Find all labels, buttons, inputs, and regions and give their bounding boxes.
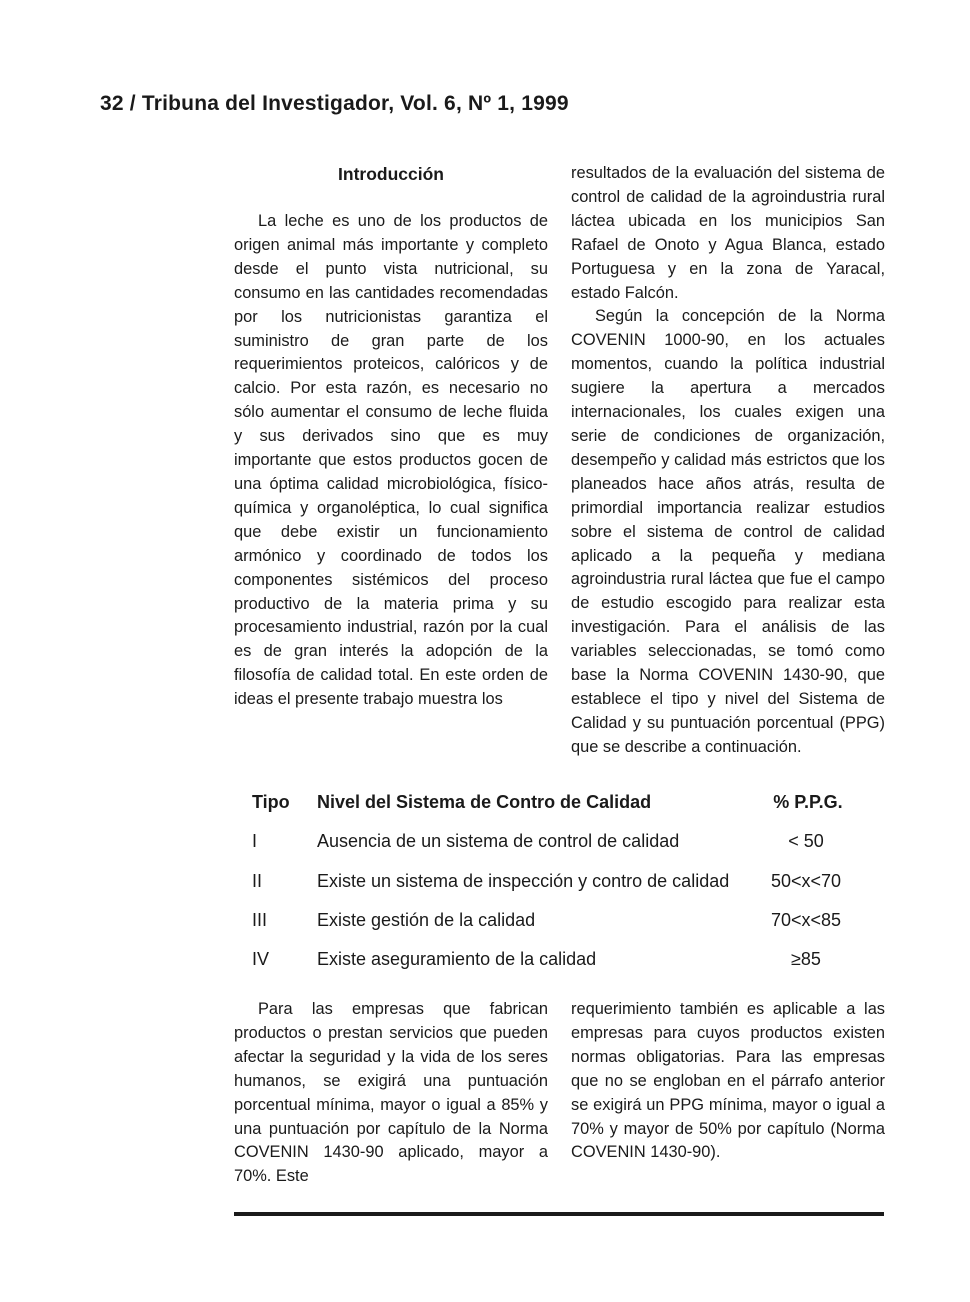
table-header-cell: Tipo xyxy=(252,792,290,812)
table-cell-ppg: ≥85 xyxy=(791,949,821,970)
table-header-cell: Nivel del Sistema de Contro de Calidad xyxy=(317,792,652,812)
table-header-cell: % P.P.G. xyxy=(773,792,843,812)
table-cell-type: II xyxy=(252,870,263,891)
table-row xyxy=(250,945,870,984)
table-cell-ppg: 50<x<70 xyxy=(770,870,842,891)
column-bottom-right xyxy=(571,998,885,1165)
table-cell-level: Existe aseguramiento de la calidad xyxy=(317,949,597,970)
table-header-row xyxy=(250,788,870,827)
table-cell-level: Ausencia de un sistema de control de calidad xyxy=(317,831,680,852)
paragraph-intro-continued: resultados de la evaluación del sistema de control de calidad de la agroindustria rural láctea ubicada en los municipios San Rafael de Onoto y Agua Blanca, estado Portuguesa y en la zona de Yaracal, estado Falcón. xyxy=(571,164,885,302)
footer-rule xyxy=(234,1212,884,1216)
paragraph-covenin: Según la concepción de la Norma COVENIN 1000-90, en los actuales momentos, cuando la política industrial sugiere la apertura a mercados internacionales, los cuales exigen una serie de condiciones de organización, desempeño y calidad más estrictos que los planeados hace años atrás, resulta de primordial importancia realizar estudios sobre el sistema de control de calidad aplicado a la pequeña y mediana agroindustria rural láctea que fue el campo de estudio escogido para realizar esta investigación. Para el análisis de las variables seleccionadas, se tomó como base la Norma COVENIN 1430-90, que establece el tipo y nivel del Sistema de Calidad y su puntuación porcentual (PPG) que se describe a continuación. xyxy=(571,307,885,756)
paragraph-requirements-continued: requerimiento también es aplicable a las empresas para cuyos productos existen normas obligatorias. Para las empresas que no se engloban en el párrafo anterior se exigirá un PPG mínima, mayor o igual a 70% y mayor de 50% por capítulo (Norma COVENIN 1430-90). xyxy=(571,1000,885,1162)
table-row xyxy=(250,906,870,945)
column-top-right xyxy=(571,162,885,760)
table-row xyxy=(250,827,870,866)
section-title: Introducción xyxy=(338,164,444,184)
column-top-left xyxy=(234,210,548,712)
quality-level-table xyxy=(250,788,870,984)
column-bottom-left xyxy=(234,998,548,1189)
table-cell-level: Existe un sistema de inspección y contro de calidad xyxy=(317,870,730,891)
table-row xyxy=(250,867,870,906)
table-cell-level: Existe gestión de la calidad xyxy=(317,909,536,930)
running-header: 32 / Tribuna del Investigador, Vol. 6, Nº 1, 1999 xyxy=(100,92,569,115)
paragraph-intro: La leche es uno de los productos de origen animal más importante y completo desde el punto vista nutricional, su consumo en las cantidades recomendadas por los nutricionistas garantiza el suministro de gran parte de los requerimientos proteicos, calóricos y de calcio. Por esta razón, es necesario no sólo aumentar el consumo de leche fluida y sus derivados sino que es muy importante que estos productos gocen de una óptima calidad microbiológica, físico-química y organoléptica, lo cual significa que debe existir un funcionamiento armónico y coordinado de todos los componentes sistémicos del proceso productivo de la materia prima y su procesamiento industrial, razón por la cual es de gran interés la adopción de la filosofía de calidad total. En este orden de ideas el presente trabajo muestra los xyxy=(234,212,548,709)
table-cell-type: III xyxy=(252,909,268,930)
paragraph-requirements: Para las empresas que fabrican productos o prestan servicios que pueden afectar la seguridad y la vida de los seres humanos, se exigirá una puntuación porcentual mínima, mayor o igual a 85% y una puntuación por capítulo de la Norma COVENIN 1430-90 aplicado, mayor a 70%. Este xyxy=(234,1000,548,1186)
table-cell-ppg: < 50 xyxy=(788,831,824,852)
table-cell-type: IV xyxy=(252,949,270,970)
table-cell-ppg: 70<x<85 xyxy=(770,909,842,930)
table-cell-type: I xyxy=(252,831,258,852)
